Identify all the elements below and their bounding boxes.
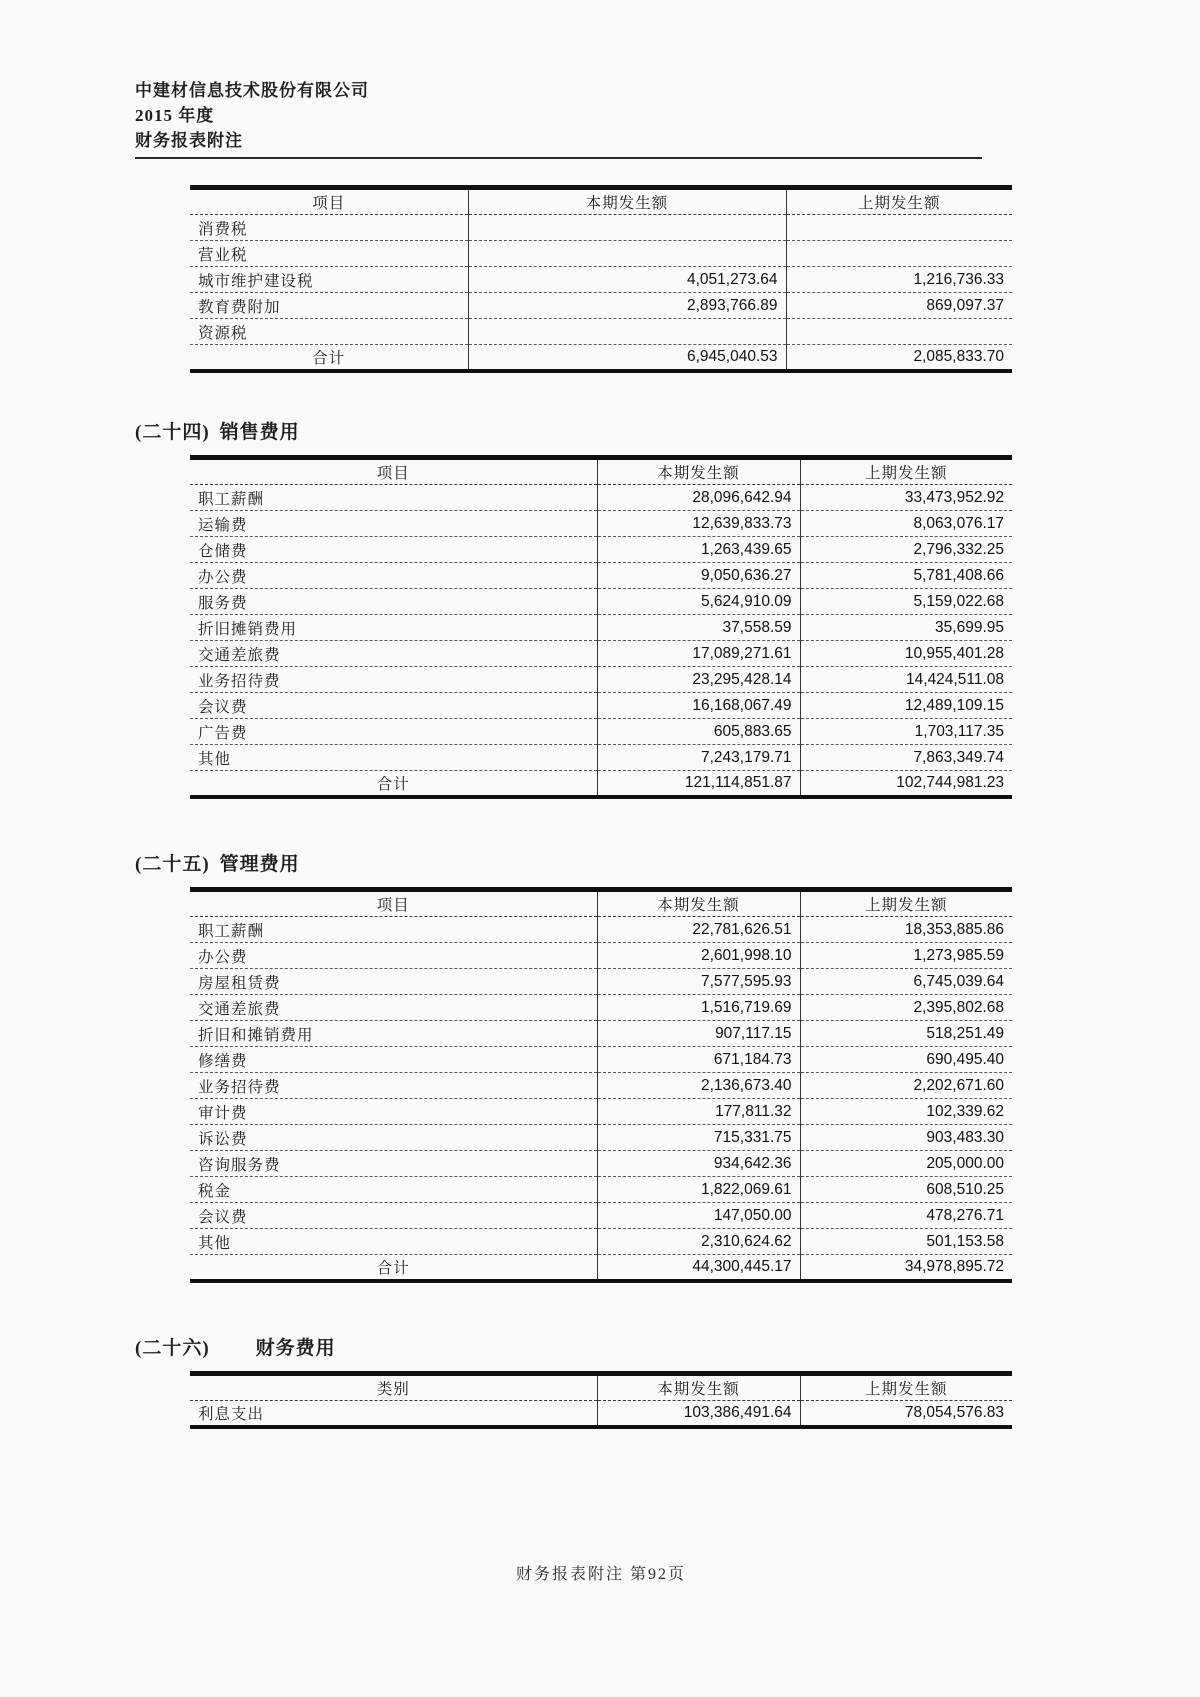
current-amount: 147,050.00 [597,1203,800,1229]
prior-amount: 205,000.00 [800,1151,1012,1177]
row-label: 服务费 [190,589,597,615]
prior-amount: 1,216,736.33 [786,267,1012,293]
row-label: 交通差旅费 [190,641,597,667]
column-header-prior-period: 上期发生额 [800,890,1012,917]
prior-amount: 5,781,408.66 [800,563,1012,589]
table-row [190,1125,1012,1151]
row-label: 利息支出 [190,1401,597,1428]
current-amount: 2,893,766.89 [468,293,786,319]
current-amount: 2,601,998.10 [597,943,800,969]
row-label: 运输费 [190,511,597,537]
table-row [190,943,1012,969]
tax-surcharge-table [190,185,1012,373]
row-label: 职工薪酬 [190,485,597,511]
current-amount: 605,883.65 [597,719,800,745]
row-label: 资源税 [190,319,468,345]
section-number: (二十四) [135,422,210,443]
current-amount: 12,639,833.73 [597,511,800,537]
table-row [190,995,1012,1021]
column-header-item: 项目 [190,458,597,485]
column-header-item: 项目 [190,890,597,917]
table-row [190,917,1012,943]
table-row [190,1203,1012,1229]
row-label: 咨询服务费 [190,1151,597,1177]
current-amount: 5,624,910.09 [597,589,800,615]
table-row [190,615,1012,641]
current-amount: 177,811.32 [597,1099,800,1125]
prior-amount: 12,489,109.15 [800,693,1012,719]
prior-amount: 903,483.30 [800,1125,1012,1151]
table-row [190,345,1012,372]
table-row [190,563,1012,589]
row-label: 会议费 [190,1203,597,1229]
table-row [190,537,1012,563]
table-row [190,1099,1012,1125]
prior-amount: 1,273,985.59 [800,943,1012,969]
table-row [190,215,1012,241]
column-header-current-period: 本期发生额 [468,188,786,215]
table-row [190,1021,1012,1047]
prior-amount: 102,744,981.23 [800,771,1012,798]
row-label: 税金 [190,1177,597,1203]
column-header-category: 类别 [190,1374,597,1401]
column-header-current-period: 本期发生额 [597,1374,800,1401]
prior-amount: 2,202,671.60 [800,1073,1012,1099]
current-amount: 671,184.73 [597,1047,800,1073]
row-label: 合计 [190,345,468,372]
prior-amount: 14,424,511.08 [800,667,1012,693]
row-label: 消费税 [190,215,468,241]
section-number: (二十五) [135,854,210,875]
section-title-financial-expenses [135,1333,1200,1360]
table-row [190,641,1012,667]
table-row [190,485,1012,511]
page-footer: 财务报表附注 第92页 [515,1566,686,1583]
table-header-row [190,890,1012,917]
row-label: 合计 [190,771,597,798]
prior-amount: 518,251.49 [800,1021,1012,1047]
row-label: 教育费附加 [190,293,468,319]
table-row [190,667,1012,693]
row-label: 业务招待费 [190,667,597,693]
row-label: 会议费 [190,693,597,719]
current-amount: 37,558.59 [597,615,800,641]
prior-amount: 10,955,401.28 [800,641,1012,667]
current-amount [468,319,786,345]
table-row [190,719,1012,745]
row-label: 审计费 [190,1099,597,1125]
section-name: 财务费用 [255,1338,336,1359]
section-number: (二十六) [135,1338,210,1359]
column-header-current-period: 本期发生额 [597,458,800,485]
current-amount: 9,050,636.27 [597,563,800,589]
row-label: 城市维护建设税 [190,267,468,293]
current-amount: 121,114,851.87 [597,771,800,798]
section-name: 销售费用 [219,422,300,443]
table-header-row [190,188,1012,215]
current-amount: 17,089,271.61 [597,641,800,667]
current-amount: 715,331.75 [597,1125,800,1151]
column-header-current-period: 本期发生额 [597,890,800,917]
current-amount: 2,310,624.62 [597,1229,800,1255]
current-amount: 7,577,595.93 [597,969,800,995]
prior-amount [786,215,1012,241]
prior-amount: 8,063,076.17 [800,511,1012,537]
row-label: 仓储费 [190,537,597,563]
table-row [190,771,1012,798]
prior-amount: 33,473,952.92 [800,485,1012,511]
prior-amount: 501,153.58 [800,1229,1012,1255]
prior-amount: 690,495.40 [800,1047,1012,1073]
current-amount: 22,781,626.51 [597,917,800,943]
prior-amount: 35,699.95 [800,615,1012,641]
selling-expenses-table [190,455,1012,799]
prior-amount: 478,276.71 [800,1203,1012,1229]
row-label: 职工薪酬 [190,917,597,943]
current-amount: 23,295,428.14 [597,667,800,693]
row-label: 广告费 [190,719,597,745]
column-header-prior-period: 上期发生额 [800,458,1012,485]
current-amount [468,241,786,267]
current-amount: 16,168,067.49 [597,693,800,719]
table-row [190,1255,1012,1282]
column-header-item: 项目 [190,188,468,215]
table-row [190,745,1012,771]
admin-expenses-table [190,887,1012,1283]
prior-amount: 608,510.25 [800,1177,1012,1203]
table-row [190,511,1012,537]
row-label: 诉讼费 [190,1125,597,1151]
prior-amount: 5,159,022.68 [800,589,1012,615]
row-label: 办公费 [190,943,597,969]
prior-amount: 2,085,833.70 [786,345,1012,372]
current-amount: 1,822,069.61 [597,1177,800,1203]
document-title: 财务报表附注 [135,131,243,150]
table-header-row [190,458,1012,485]
section-name: 管理费用 [219,854,300,875]
row-label: 折旧和摊销费用 [190,1021,597,1047]
row-label: 营业税 [190,241,468,267]
row-label: 合计 [190,1255,597,1282]
row-label: 业务招待费 [190,1073,597,1099]
prior-amount: 34,978,895.72 [800,1255,1012,1282]
header-rule [135,157,982,159]
fiscal-year: 2015 年度 [135,106,215,125]
table-row [190,267,1012,293]
prior-amount: 2,796,332.25 [800,537,1012,563]
prior-amount: 6,745,039.64 [800,969,1012,995]
current-amount: 907,117.15 [597,1021,800,1047]
section-title-admin-expenses [135,849,1200,876]
current-amount: 28,096,642.94 [597,485,800,511]
current-amount: 4,051,273.64 [468,267,786,293]
prior-amount: 2,395,802.68 [800,995,1012,1021]
table-row [190,1177,1012,1203]
company-name: 中建材信息技术股份有限公司 [135,81,369,100]
section-title-selling-expenses [135,417,1200,444]
prior-amount: 18,353,885.86 [800,917,1012,943]
prior-amount [786,241,1012,267]
current-amount: 44,300,445.17 [597,1255,800,1282]
table-row [190,1073,1012,1099]
prior-amount: 869,097.37 [786,293,1012,319]
current-amount: 2,136,673.40 [597,1073,800,1099]
current-amount: 934,642.36 [597,1151,800,1177]
row-label: 房屋租赁费 [190,969,597,995]
row-label: 其他 [190,745,597,771]
current-amount: 1,263,439.65 [597,537,800,563]
prior-amount: 102,339.62 [800,1099,1012,1125]
table-row [190,1151,1012,1177]
table-row [190,693,1012,719]
current-amount: 103,386,491.64 [597,1401,800,1428]
table-row [190,969,1012,995]
current-amount: 7,243,179.71 [597,745,800,771]
table-row [190,1047,1012,1073]
row-label: 办公费 [190,563,597,589]
current-amount: 6,945,040.53 [468,345,786,372]
financial-expenses-table [190,1371,1012,1429]
table-row [190,1401,1012,1428]
document-header [135,78,1200,153]
table-row [190,589,1012,615]
prior-amount [786,319,1012,345]
current-amount [468,215,786,241]
current-amount: 1,516,719.69 [597,995,800,1021]
row-label: 折旧摊销费用 [190,615,597,641]
row-label: 其他 [190,1229,597,1255]
column-header-prior-period: 上期发生额 [786,188,1012,215]
table-row [190,293,1012,319]
prior-amount: 78,054,576.83 [800,1401,1012,1428]
column-header-prior-period: 上期发生额 [800,1374,1012,1401]
prior-amount: 1,703,117.35 [800,719,1012,745]
table-row [190,241,1012,267]
table-row [190,319,1012,345]
row-label: 修缮费 [190,1047,597,1073]
row-label: 交通差旅费 [190,995,597,1021]
table-row [190,1229,1012,1255]
table-header-row [190,1374,1012,1401]
prior-amount: 7,863,349.74 [800,745,1012,771]
